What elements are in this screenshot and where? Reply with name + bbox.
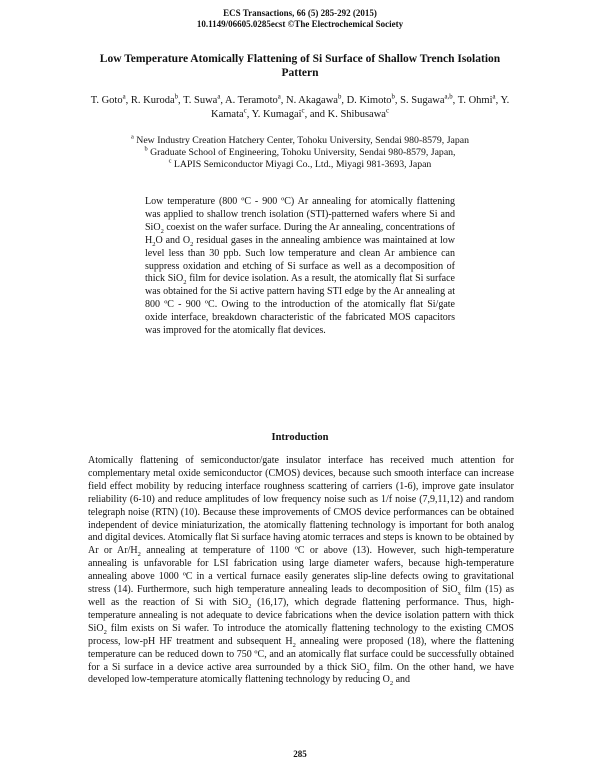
author-name: A. Teramoto$^a$ bbox=[225, 93, 281, 106]
affiliation: $^a$ New Industry Creation Hatchery Center, Tohoku University, Sendai 980-8579, Japan bbox=[130, 133, 470, 146]
author-name: T. Goto$^a$ bbox=[90, 93, 126, 106]
author-name: N. Akagawa$^b$ bbox=[286, 93, 342, 106]
author-affiliation-mark: b bbox=[391, 93, 395, 101]
author-affiliation-mark: a bbox=[492, 93, 496, 101]
author-affiliation-mark: a bbox=[277, 93, 281, 101]
doi-line: 10.1149/06605.0285ecst ©The Electrochemical Society bbox=[196, 19, 404, 29]
section-heading: Introduction bbox=[271, 432, 329, 443]
affiliation-mark: a bbox=[130, 133, 134, 141]
author-affiliation-mark: c bbox=[243, 107, 247, 115]
author-name: Y. Kumagai$^c$ bbox=[251, 107, 305, 120]
author-list: T. Goto$^a$, R. Kuroda$^b$, T. Suwa$^a$, A. Teramoto$^a$, N. Akagawa$^b$, D. Kimoto$^b$, S. Sugawa$^{a,b}$, T. Ohmi$^a$, Y. Kamata$^c$, Y. Kumagai$^c$, and K. Shibusawa$^c$ bbox=[90, 93, 510, 120]
author-affiliation-mark: c bbox=[301, 107, 305, 115]
author-name: T. Ohmi$^a$ bbox=[457, 93, 496, 106]
journal-citation: ECS Transactions, 66 (5) 285-292 (2015) bbox=[223, 8, 377, 18]
abstract: Low temperature (800 ºC - 900 ºC) Ar annealing for atomically flattening was applied to shallow trench isolation (STI)-patterned wafers where Si and SiO$_2$ coexist on the wafer surface. During the Ar annealing, concentrations of $H_2O$ and $O_2$ residual gases in the annealing ambience was maintained at low level less than 30 ppb. Such low temperature and clean Ar ambience can suppress oxidation and etching of Si surface as well as a decomposition of thick SiO$_2$ film for device isolation. As a result, the atomically flat Si surface was obtained for the Si active pattern having STI edge by the Ar annealing at 800 ºC - 900 ºC. Owing to the introduction of the atomically flat Si/gate oxide interface, breakdown characteristic of the fabricated MOS capacitors was improved for the atomically flat devices. bbox=[145, 196, 455, 337]
author-name: S. Sugawa$^{a,b}$ bbox=[400, 93, 453, 106]
author-affiliation-mark: b bbox=[174, 93, 179, 101]
author-affiliation-mark: a,b bbox=[444, 93, 453, 101]
affiliation-mark: c bbox=[168, 157, 172, 165]
affiliation: $^c$ LAPIS Semiconductor Miyagi Co., Ltd., Miyagi 981-3693, Japan bbox=[168, 157, 432, 170]
affiliation: $^b$ Graduate School of Engineering, Tohoku University, Sendai 980-8579, Japan, bbox=[144, 145, 456, 158]
paper-title: Low Temperature Atomically Flattening of Si Surface of Shallow Trench Isolation Pattern bbox=[99, 53, 501, 79]
running-header bbox=[0, 8, 600, 30]
page-number: 285 bbox=[293, 749, 307, 759]
author-name: K. Shibusawa$^c$ bbox=[327, 107, 389, 120]
author-affiliation-mark: a bbox=[122, 93, 126, 101]
introduction-paragraph: Atomically flattening of semiconductor/gate insulator interface has received much attention for complementary metal oxide semiconductor (CMOS) devices, because such smooth interface can increase field effect mobility by reducing interface roughness scattering of carriers (1-6), improve gate insulator reliability (6-10) and reduce amplitudes of low frequency noise such as 1/f noise (7,9,11,12) and random telegraph noise (RTN) (10). Because these improvements of CMOS device performances can be obtained independent of device miniaturization, the atomically flattening technology is important for both analog and digital devices. Atomically flat Si surface having atomic terraces and steps is known to be obtained by Ar or $Ar/H_2$ annealing at temperature of 1100 ºC or above (13). However, such high-temperature annealing is unfavorable for LSI fabrication using large diameter wafers, because high-temperature annealing above 1000 ºC in a vertical furnace easily generates slip-line defects owing to gravitational stress (14). Furthermore, such high temperature annealing leads to decomposition of SiO$_x$ film (15) as well as the reaction of Si with SiO$_2$ (16,17), which degrade flattening performance. Thus, high-temperature annealing is not adequate to device fabrications when the device isolation pattern with thick SiO$_2$ film exists on Si wafer. To introduce the atomically flattening technology to the existing CMOS process, low-pH HF treatment and subsequent $H_2$ annealing were proposed (18), where the flattening temperature can be reduced down to 750 ºC, and an atomically flat surface could be successfully obtained for a Si surface in a device active area surrounded by a thick SiO$_2$ film. On the other hand, we have developed low-temperature atomically flattening technology by reducing $O_2$ and bbox=[88, 455, 515, 688]
author-affiliation-mark: c bbox=[385, 107, 389, 115]
author-name: D. Kimoto$^b$ bbox=[346, 93, 395, 106]
affiliation-list bbox=[85, 135, 515, 171]
author-affiliation-mark: b bbox=[337, 93, 342, 101]
author-name: T. Suwa$^a$ bbox=[183, 93, 221, 106]
affiliation-mark: b bbox=[144, 145, 148, 153]
author-affiliation-mark: a bbox=[217, 93, 221, 101]
author-name: Y. Kamata$^c$ bbox=[211, 95, 510, 120]
author-name: R. Kuroda$^b$ bbox=[130, 93, 179, 106]
